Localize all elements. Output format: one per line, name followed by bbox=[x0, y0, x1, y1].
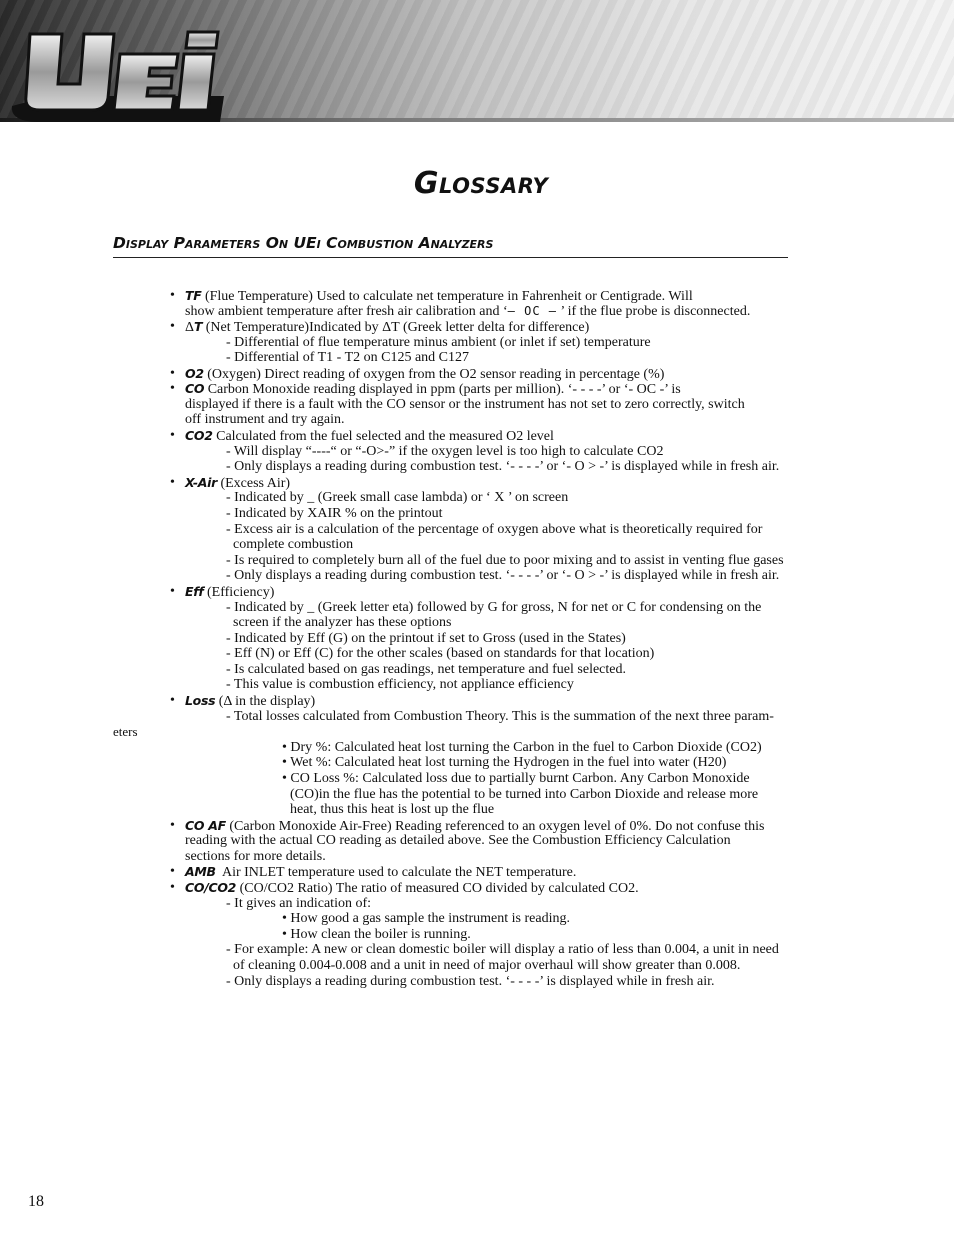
entry-line: reading with the actual CO reading as detailed above. See the Combustion Efficiency Calculation bbox=[185, 833, 731, 848]
entry-line: displayed if there is a fault with the CO sensor or the instrument has not set to zero correctly, switch bbox=[185, 397, 745, 412]
glossary-entry-co: CO Carbon Monoxide reading displayed in ppm (parts per million). ‘- - - -’ or ‘- OC -’ is bbox=[185, 381, 681, 397]
entry-subline: - Is calculated based on gas readings, net temperature and fuel selected. bbox=[226, 662, 626, 677]
entry-subline: - Excess air is a calculation of the percentage of oxygen above what is theoretically required for bbox=[226, 522, 763, 537]
bullet: • bbox=[170, 366, 175, 381]
glossary-entry-x-air: X-Air (Excess Air) bbox=[185, 475, 291, 491]
entry-subline: - This value is combustion efficiency, not appliance efficiency bbox=[226, 677, 574, 692]
entry-subline: of cleaning 0.004-0.008 and a unit in need of major overhaul will show greater than 0.008. bbox=[226, 958, 741, 973]
glossary-entry-amb: AMB Air INLET temperature used to calculate the NET temperature. bbox=[185, 864, 577, 880]
loss-item: • Wet %: Calculated heat lost turning the Hydrogen in the fuel into water (H20) bbox=[282, 755, 727, 770]
entry-subline: screen if the analyzer has these options bbox=[226, 615, 452, 630]
entry-wrap-line: eters bbox=[113, 724, 138, 739]
bullet: • bbox=[170, 864, 175, 879]
entry-subline: - Differential of flue temperature minus ambient (or inlet if set) temperature bbox=[226, 335, 651, 350]
loss-item: • CO Loss %: Calculated loss due to partially burnt Carbon. Any Carbon Monoxide bbox=[282, 771, 750, 786]
ratio-item: • How clean the boiler is running. bbox=[282, 927, 471, 942]
entry-subline: - Only displays a reading during combustion test. ‘- - - -’ or ‘- O > -’ is displayed while in fresh air. bbox=[226, 459, 780, 474]
entry-subline: - It gives an indication of: bbox=[226, 896, 372, 911]
section-rule bbox=[113, 257, 788, 258]
bullet: • bbox=[170, 475, 175, 490]
page-title: Glossary bbox=[413, 166, 549, 201]
entry-subline: - Eff (N) or Eff (C) for the other scales (based on standards for that location) bbox=[226, 646, 655, 661]
entry-subline: - Is required to completely burn all of the fuel due to poor mixing and to assist in venting flue gases bbox=[226, 553, 784, 568]
entry-subline: - Will display “----“ or “-O>-” if the oxygen level is too high to calculate CO2 bbox=[226, 444, 664, 459]
glossary-entry-tf: TF (Flue Temperature) Used to calculate net temperature in Fahrenheit or Centigrade. Will bbox=[185, 288, 693, 304]
entry-subline: - Differential of T1 - T2 on C125 and C127 bbox=[226, 350, 470, 365]
glossary-entry-loss: Loss (Δ in the display) bbox=[185, 693, 316, 709]
term-delta-t: T bbox=[194, 319, 203, 334]
section-subtitle: Display Parameters On UEi Combustion Analyzers bbox=[113, 234, 494, 252]
delta-symbol: Δ bbox=[185, 320, 195, 335]
term-o2: O2 bbox=[185, 366, 204, 381]
glossary-entry-co-af: CO AF (Carbon Monoxide Air-Free) Reading referenced to an oxygen level of 0%. Do not confuse this bbox=[185, 818, 765, 834]
term-tf: TF bbox=[185, 288, 202, 303]
glossary-entry-o2: O2 (Oxygen) Direct reading of oxygen from the O2 sensor reading in percentage (%) bbox=[185, 366, 665, 382]
logo-text: UEi bbox=[10, 26, 12, 27]
bullet: • bbox=[170, 381, 175, 396]
entry-subline: - Indicated by Eff (G) on the printout if set to Gross (used in the States) bbox=[226, 631, 626, 646]
loss-item-cont: (CO)in the flue has the potential to be turned into Carbon Dioxide and release more bbox=[290, 787, 759, 802]
entry-subline: complete combustion bbox=[226, 537, 354, 552]
bullet: • bbox=[170, 818, 175, 833]
entry-subline: - For example: A new or clean domestic boiler will display a ratio of less than 0.004, a unit in need bbox=[226, 942, 779, 957]
term-amb: AMB bbox=[185, 864, 216, 879]
display-code: – OC – bbox=[507, 304, 557, 318]
entry-subline: - Total losses calculated from Combustion Theory. This is the summation of the next three param- bbox=[226, 709, 774, 724]
entry-subline: - Indicated by XAIR % on the printout bbox=[226, 506, 443, 521]
loss-item-cont: heat, thus this heat is lost up the flue bbox=[290, 802, 495, 817]
glossary-entry-co-co2: CO/CO2 (CO/CO2 Ratio) The ratio of measured CO divided by calculated CO2. bbox=[185, 880, 639, 896]
bullet: • bbox=[170, 288, 175, 303]
glossary-entry-delta-t: ΔT (Net Temperature)Indicated by ΔT (Greek letter delta for difference) bbox=[185, 319, 590, 335]
bullet: • bbox=[170, 693, 175, 708]
glossary-entry-eff: Eff (Efficiency) bbox=[185, 584, 275, 600]
entry-line: show ambient temperature after fresh air calibration and ‘– OC – ’ if the flue probe is disconnected. bbox=[185, 304, 751, 319]
bullet: • bbox=[170, 428, 175, 443]
uei-logo bbox=[10, 26, 230, 122]
term-co: CO bbox=[185, 381, 205, 396]
entry-subline: - Only displays a reading during combustion test. ‘- - - -’ or ‘- O > -’ is displayed while in fresh air. bbox=[226, 568, 780, 583]
bullet: • bbox=[170, 584, 175, 599]
loss-item: • Dry %: Calculated heat lost turning the Carbon in the fuel to Carbon Dioxide (CO2) bbox=[282, 740, 762, 755]
term-co-co2: CO/CO2 bbox=[185, 880, 237, 895]
bullet: • bbox=[170, 880, 175, 895]
term-co-af: CO AF bbox=[185, 818, 226, 833]
entry-subline: - Indicated by _ (Greek letter eta) followed by G for gross, N for net or C for condensing on the bbox=[226, 600, 762, 615]
term-x-air: X-Air bbox=[185, 475, 217, 490]
entry-subline: - Only displays a reading during combustion test. ‘- - - -’ is displayed while in fresh air. bbox=[226, 974, 715, 989]
page-number: 18 bbox=[28, 1193, 44, 1210]
entry-line: sections for more details. bbox=[185, 849, 326, 864]
entry-line: off instrument and try again. bbox=[185, 412, 345, 427]
ratio-item: • How good a gas sample the instrument is reading. bbox=[282, 911, 570, 926]
term-loss: Loss bbox=[185, 693, 216, 708]
bullet: • bbox=[170, 319, 175, 334]
glossary-entry-co2: CO2 Calculated from the fuel selected and the measured O2 level bbox=[185, 428, 554, 444]
entry-subline: - Indicated by _ (Greek small case lambda) or ‘ X ’ on screen bbox=[226, 490, 569, 505]
term-eff: Eff bbox=[185, 584, 204, 599]
term-co2: CO2 bbox=[185, 428, 213, 443]
